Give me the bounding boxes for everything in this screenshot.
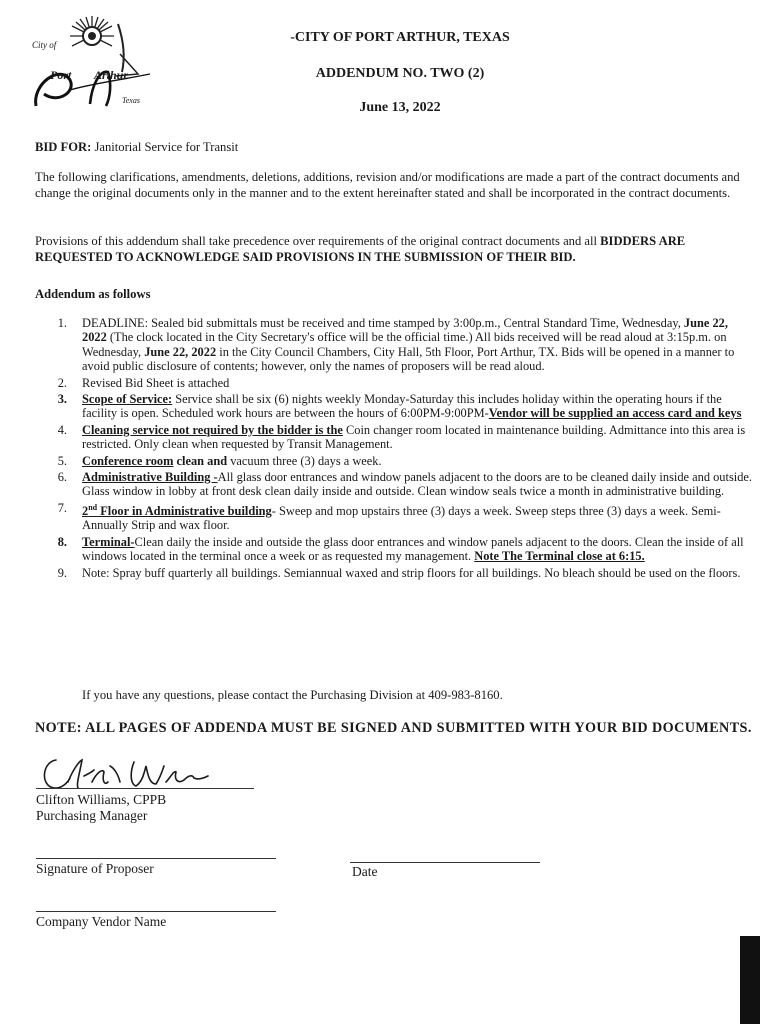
item-text: Coin changer room located in maintenance building. Admittance into this area is restricted. Only clean when requested by Transit Management. [82, 422, 746, 452]
item-number: 6. [57, 470, 67, 485]
list-item [45, 423, 755, 452]
item-number: 3. [57, 392, 67, 407]
provisions-paragraph [35, 234, 753, 265]
item-text: Service shall be six (6) nights weekly Monday-Saturday this includes holiday within the operating hours if the facility is open. Scheduled work hours are between the hours of 6:00PM-9:00PM- [82, 392, 722, 421]
item-text: Clean daily the inside and outside the glass door entrances and window panels adjacent to the doors. Clean the inside of all windows located in the terminal once a week or as requested my management. [82, 534, 744, 564]
item-text: Revised Bid Sheet is attached [82, 375, 230, 390]
item-heading: Conference room [82, 453, 174, 468]
bid-for-label: BID FOR: [35, 140, 92, 154]
contact-line: If you have any questions, please contact the Purchasing Division at 409-983-8160. [82, 688, 503, 702]
item-text: in the City Council Chambers, City Hall, 5th Floor, Port Arthur, TX. Bids will be opened in a manner to avoid public disclosure of contents; however, only the names of proposers will be read aloud. [82, 344, 735, 374]
item-emphasis: Vendor will be supplied an access card and keys [488, 406, 742, 421]
addendum-heading: Addendum as follows [35, 287, 151, 301]
item-text: DEADLINE: Sealed bid submittals must be received and time stamped by 3:00p.m., Central Standard Time, Wednesday, [82, 316, 684, 330]
header-addendum: ADDENDUM NO. TWO (2) [315, 66, 485, 81]
signature-of-proposer-label: Signature of Proposer [36, 861, 154, 876]
item-heading: Terminal- [82, 534, 135, 549]
item-heading: Administrative Building - [82, 470, 218, 485]
item-number: 9. [57, 565, 67, 580]
logo-arthur: Arthur [94, 68, 129, 82]
item-number: 7. [57, 500, 67, 515]
item-heading [82, 504, 272, 518]
company-vendor-name-label: Company Vendor Name [36, 914, 167, 929]
item-heading-suffix: nd [88, 502, 98, 512]
list-item [45, 566, 755, 580]
date-label: Date [352, 864, 378, 879]
item-number: 8. [57, 534, 67, 549]
item-heading-ordinal: 2 [82, 504, 89, 518]
signer-name: Clifton Williams, CPPB [36, 792, 167, 807]
item-bold-text: clean and [173, 453, 228, 468]
list-item [45, 501, 755, 533]
item-heading-text: Floor in Administrative building [97, 504, 272, 518]
list-item [45, 470, 755, 499]
list-item [45, 376, 755, 390]
provisions-bold: BIDDERS ARE REQUESTED TO ACKNOWLEDGE SAID PROVISIONS IN THE SUBMISSION OF THEIR BID. [35, 234, 686, 264]
logo-city-of: City of [32, 40, 57, 50]
signer-title: Purchasing Manager [36, 808, 148, 823]
item-text: - Sweep and mop upstairs three (3) days a week. Sweep steps three (3) days a week. Semi-Annually Strip and wax floor. [82, 504, 721, 533]
provisions-text: Provisions of this addendum shall take precedence over requirements of the original contract documents and all [35, 234, 601, 248]
item-text: (The clock located in the City Secretary's office will be the official time.) All bids received will be read aloud at 3:15p.m. on Wednesday, [82, 330, 727, 359]
bid-for [35, 140, 753, 156]
bid-for-value: Janitorial Service for Transit [94, 140, 239, 154]
item-number: 5. [57, 453, 67, 468]
scan-edge-artifact [740, 936, 760, 1024]
intro-paragraph: The following clarifications, amendments, deletions, additions, revision and/or modifications are made a part of the contract documents and change the original documents only in the manner and to the extent hereinafter stated and shall be incorporated in the contract documents. [35, 170, 740, 200]
list-item [45, 392, 755, 421]
item-text: vacuum three (3) days a week. [227, 453, 382, 468]
list-item [45, 316, 755, 374]
item-opening-date: June 22, 2022 [144, 344, 217, 359]
logo-port: Port [50, 68, 72, 82]
city-logo [30, 14, 155, 114]
item-number: 1. [57, 316, 67, 330]
item-heading: Scope of Service: [82, 392, 173, 407]
note-signature-requirement: NOTE: ALL PAGES OF ADDENDA MUST BE SIGNED AND SUBMITTED WITH YOUR BID DOCUMENTS. [35, 720, 752, 736]
item-text: All glass door entrances and window panels adjacent to the doors are to be cleaned daily inside and outside. Glass window in lobby at front desk clean daily inside and outside. Clean window seals twice a month in administrative building. [82, 470, 752, 499]
logo-texas: Texas [122, 96, 140, 105]
header-city: -CITY OF PORT ARTHUR, TEXAS [290, 30, 510, 45]
item-emphasis: Note The Terminal close at 6:15. [474, 549, 645, 564]
addendum-items [45, 316, 755, 582]
item-deadline-date: June 22, 2022 [82, 316, 728, 345]
item-number: 4. [57, 422, 67, 437]
item-number: 2. [57, 375, 67, 390]
list-item [45, 535, 755, 564]
signature-image [38, 752, 238, 796]
item-text: Note: Spray buff quarterly all buildings. Semiannual waxed and strip floors for all buildings. No bleach should be used on the floors. [82, 565, 741, 580]
list-item [45, 454, 755, 468]
header-date: June 13, 2022 [359, 100, 441, 115]
item-heading: Cleaning service not required by the bidder is the [82, 422, 343, 437]
